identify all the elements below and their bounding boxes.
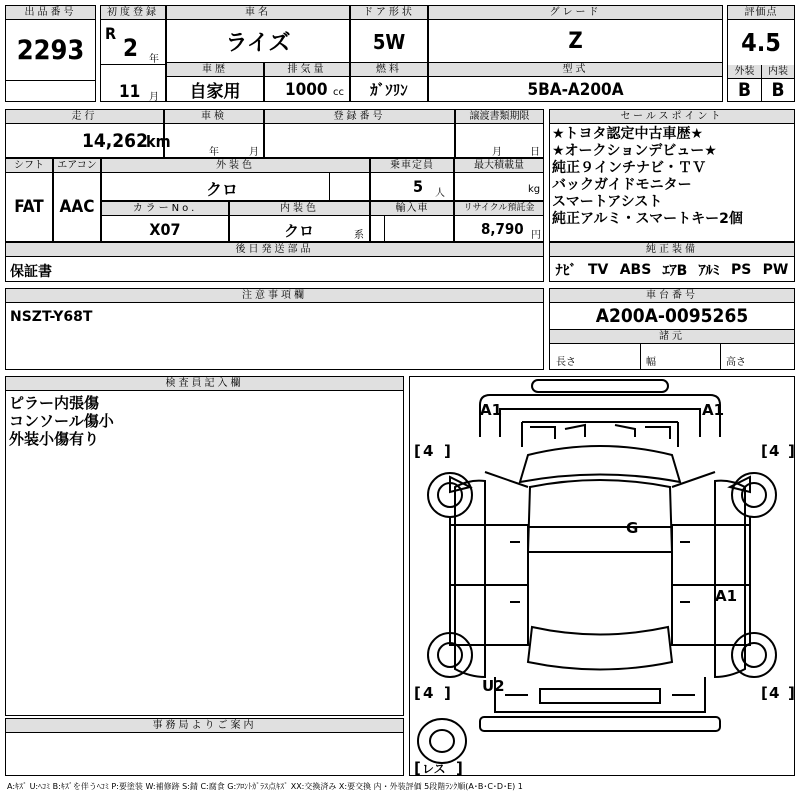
- sales-point-line: 純正９インチナビ・ＴＶ: [552, 160, 706, 176]
- int-color-value: クロ: [284, 222, 315, 240]
- notes-text: NSZT-Y68T: [10, 309, 93, 325]
- right-rear-door: [672, 585, 750, 645]
- int-color-unit: 系: [354, 230, 364, 241]
- width-label: 幅: [646, 357, 656, 368]
- year-unit: 年: [149, 54, 159, 65]
- capacity-box: [370, 158, 454, 201]
- mark-front-right: A1: [702, 401, 725, 419]
- ac-label: エアコン: [54, 159, 100, 173]
- chassis-label: 車台番号: [550, 289, 794, 303]
- tire-front-left: 4: [423, 442, 434, 460]
- sales-point-line: ★トヨタ認定中古車歴★: [552, 126, 704, 142]
- recycle-label: リサイクル預託金: [455, 202, 543, 216]
- legend: A:ｷｽﾞ U:ﾍｺﾐ B:ｷｽﾞを伴うﾍｺﾐ P:要塗装 W:補修跡 S:錆 C:腐食 G:ﾌﾛﾝﾄｶﾞﾗｽ点ｷｽﾞ XX:交換済み X:要交換 内・外装評価 5段階ﾗﾝｸ順(A･B･C･D･E) 1: [7, 782, 523, 791]
- svg-text:[: [: [414, 684, 421, 702]
- later-parts-box: [5, 242, 544, 282]
- rear-window: [528, 627, 672, 670]
- svg-text:[: [: [761, 442, 768, 460]
- inspector-box: [5, 376, 404, 716]
- transfer-docs-box: [455, 109, 544, 158]
- recycle-value: 8,790: [481, 220, 524, 238]
- sales-point-line: 純正アルミ・スマートキー2個: [552, 211, 743, 227]
- first-reg-label: 初度登録: [101, 6, 165, 20]
- equipment-item-tv: TV: [587, 261, 609, 278]
- svg-text:]: ]: [444, 442, 451, 460]
- car-diagram: [410, 377, 794, 775]
- shift-box: [5, 158, 53, 242]
- recycle-box: [454, 201, 544, 242]
- displacement-label: 排気量: [265, 63, 349, 77]
- inspection-year-unit: 年: [209, 147, 219, 158]
- month-unit: 月: [149, 92, 159, 103]
- lot-box: [5, 5, 96, 102]
- ext-color-value: クロ: [206, 180, 239, 199]
- fuel-value: ｶﾞｿﾘﾝ: [370, 81, 408, 99]
- chassis-box: [549, 288, 795, 370]
- inspection-month-unit: 月: [249, 147, 259, 158]
- history-box: [166, 62, 264, 102]
- sales-points-box: [549, 109, 795, 242]
- equipment-item-abs: ABS: [619, 261, 652, 278]
- tire-rear-left: 4: [423, 684, 434, 702]
- color-no-label: カラーNo.: [102, 202, 228, 216]
- transfer-month-unit: 月: [492, 147, 502, 158]
- interior-grade: B: [771, 79, 785, 101]
- dims-label: 諸元: [550, 330, 794, 344]
- equipment-label: 純正装備: [550, 243, 794, 257]
- car-name: ライズ: [225, 31, 291, 56]
- inspection-box: [164, 109, 264, 158]
- car-name-box: [166, 5, 350, 63]
- office-label: 事務局よりご案内: [6, 719, 403, 733]
- grade-label: グレード: [429, 6, 722, 20]
- score-label: 評価点: [728, 6, 794, 20]
- door-label: ドア形状: [351, 6, 427, 20]
- ac-value: AAC: [59, 197, 95, 217]
- fuel-label: 燃料: [351, 63, 427, 77]
- car-diagram-box: [409, 376, 795, 776]
- inspector-note: コンソール傷小: [9, 412, 114, 430]
- door-value: 5W: [372, 29, 406, 54]
- model-value: 5BA-A200A: [527, 79, 624, 100]
- office-box: [5, 718, 404, 776]
- capacity-unit: 人: [435, 188, 445, 199]
- recycle-unit: 円: [531, 230, 541, 241]
- roof: [528, 480, 672, 552]
- inspector-label: 検査員記入欄: [6, 377, 403, 391]
- rear-right-wheel: [732, 633, 776, 677]
- shift-label: シフト: [6, 159, 52, 173]
- mark-roof: G: [626, 519, 639, 537]
- tire-rear-right: 4: [769, 684, 780, 702]
- mileage-label: 走行: [6, 110, 163, 124]
- ext-color-label: 外装色: [102, 159, 369, 173]
- rear-bumper: [480, 717, 720, 731]
- chassis-number: A200A-0095265: [550, 303, 794, 330]
- lot-label: 出品番号: [6, 6, 95, 20]
- later-parts-label: 後日発送部品: [6, 243, 543, 257]
- color-no-value: X07: [149, 219, 181, 239]
- notes-box: [5, 288, 544, 370]
- svg-text:]: ]: [456, 759, 463, 777]
- hood: [522, 422, 678, 447]
- equipment-item-airbag: ｴｱB: [662, 262, 688, 279]
- inspector-note: 外装小傷有り: [9, 430, 100, 448]
- right-front-door: [672, 525, 750, 585]
- capacity-label: 乗車定員: [371, 159, 453, 173]
- reg-number-label: 登録番号: [265, 110, 454, 124]
- svg-text:]: ]: [788, 442, 795, 460]
- capacity-value: 5: [413, 177, 424, 196]
- tire-front-right: 4: [769, 442, 780, 460]
- inspection-label: 車検: [165, 110, 263, 124]
- score-box: [727, 5, 795, 102]
- history-value: 自家用: [189, 82, 241, 102]
- transfer-docs-label: 譲渡書類期限: [456, 110, 543, 124]
- equipment-item-pw: PW: [762, 261, 789, 278]
- shift-value: FAT: [14, 197, 44, 217]
- notes-label: 注意事項欄: [6, 289, 543, 303]
- first-registration-box: [100, 5, 166, 102]
- max-load-unit: kg: [528, 184, 541, 195]
- door-box: [350, 5, 428, 63]
- color-no-box: [101, 201, 229, 242]
- mark-rear-left: U2: [482, 677, 505, 695]
- era: R: [105, 24, 117, 43]
- history-label: 車歴: [167, 63, 263, 77]
- equipment-item-navi: ﾅﾋﾞ: [555, 262, 577, 279]
- displacement-value: 1000: [285, 80, 328, 100]
- mark-front-left: A1: [480, 401, 503, 419]
- equipment-item-alloy: ｱﾙﾐ: [698, 262, 720, 279]
- import-label: 輸入車: [371, 202, 453, 216]
- int-color-box: [229, 201, 370, 242]
- sales-points-label: セールスポイント: [550, 110, 794, 124]
- int-color-label: 内装色: [230, 202, 369, 216]
- front-bumper: [532, 380, 668, 392]
- mileage-box: [5, 109, 171, 158]
- svg-text:]: ]: [788, 684, 795, 702]
- length-label: 長さ: [556, 357, 576, 368]
- ac-box: [53, 158, 101, 242]
- spare-status: レス: [422, 762, 446, 776]
- windshield: [520, 446, 680, 482]
- exterior-label: 外装: [728, 65, 762, 79]
- fuel-box: [350, 62, 428, 102]
- interior-label: 内装: [762, 65, 794, 79]
- inspector-note: ピラー内張傷: [9, 394, 100, 412]
- mileage-unit: km: [146, 132, 171, 151]
- later-parts-value: 保証書: [10, 264, 52, 280]
- front-right-wheel: [732, 473, 776, 517]
- mileage-value: 14,262: [82, 130, 148, 152]
- import-box: [370, 201, 454, 242]
- equipment-item-ps: PS: [730, 261, 752, 278]
- car-name-label: 車名: [167, 6, 349, 20]
- sales-point-line: バックガイドモニター: [552, 177, 692, 193]
- model-box: [428, 62, 723, 102]
- svg-text:[: [: [761, 684, 768, 702]
- spare-tire: [418, 719, 466, 763]
- score-value: 4.5: [728, 20, 794, 66]
- equipment-box: [549, 242, 795, 282]
- grade-box: [428, 5, 723, 63]
- ext-color-box: [101, 158, 370, 201]
- sales-point-line: スマートアシスト: [552, 194, 663, 210]
- displacement-box: [264, 62, 350, 102]
- height-label: 高さ: [726, 357, 746, 368]
- svg-text:]: ]: [444, 684, 451, 702]
- reg-number-box: [264, 109, 455, 158]
- lot-number: 2293: [6, 20, 95, 81]
- exterior-grade: B: [728, 79, 762, 101]
- mark-right-rear-door: A1: [715, 587, 738, 605]
- left-front-door: [450, 525, 528, 585]
- sales-point-line: ★オークションデビュー★: [552, 143, 717, 159]
- max-load-box: [454, 158, 544, 201]
- displacement-unit: cc: [333, 87, 344, 98]
- svg-text:[: [: [414, 442, 421, 460]
- model-label: 型式: [429, 63, 722, 77]
- max-load-label: 最大積載量: [455, 159, 543, 173]
- reg-month: 11: [119, 82, 141, 102]
- svg-text:[: [: [414, 759, 421, 777]
- reg-year: 2: [123, 34, 139, 62]
- front-body: [480, 395, 720, 437]
- grade-value: Z: [568, 29, 583, 54]
- transfer-day-unit: 日: [530, 147, 540, 158]
